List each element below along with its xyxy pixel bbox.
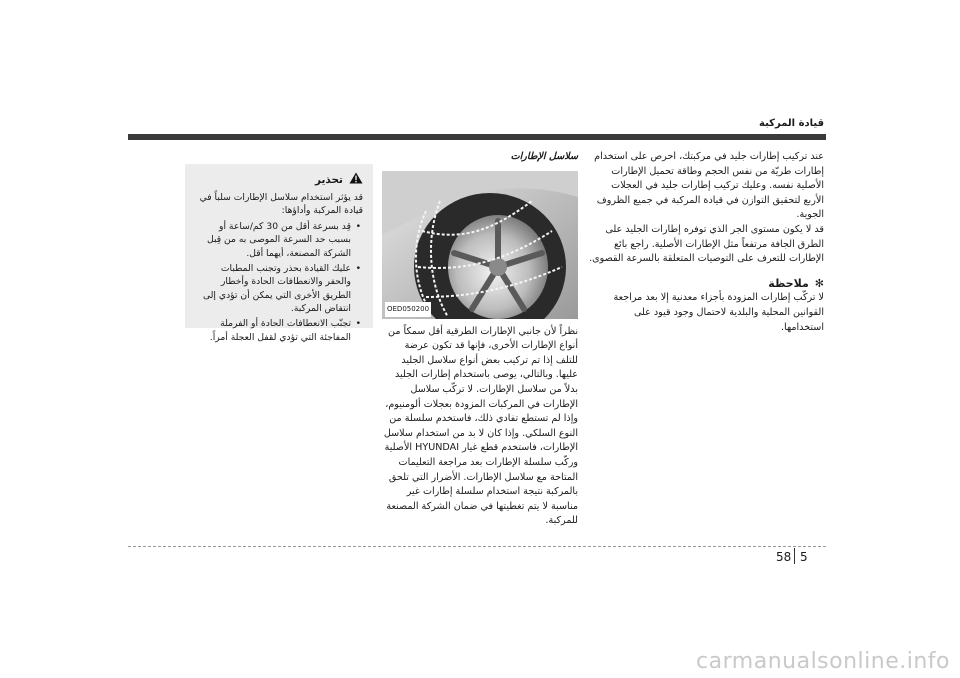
- tire-chain-illustration: [382, 171, 578, 319]
- warning-intro: قد يؤثر استخدام سلاسل الإطارات سلباً في قيادة المركبة وأداؤها:: [199, 191, 363, 217]
- note-paragraph: لا تركّب إطارات المزودة بأجزاء معدنية إلا بعد مراجعة القوانين المحلية والبلدية لاحتمال وجود قيود على استخدامها.: [613, 292, 824, 333]
- header-rule: [128, 134, 826, 140]
- intro-paragraph-2: قد لا يكون مستوى الجر الذي توفره إطارات الجليد على الطرق الجافة مرتفعاً مثل الإطارات الأصلية. راجع بائع الإطارات للتعرف على التوصيات المتعلقة بالسرعة القصوى.: [589, 223, 824, 265]
- warning-item: • عليك القيادة بحذر وتجنب المطبات والحفر والانعطافات الحادة وأخطار الطريق الأخرى التي يمكن أن تؤدي إلى انتفاض المركبة.: [195, 262, 351, 316]
- warning-box: [185, 164, 373, 343]
- chapter-number: 5: [800, 550, 808, 564]
- page-separator: [794, 548, 795, 564]
- footer-rule: [128, 546, 826, 547]
- note-star-icon: ✻: [814, 276, 824, 290]
- page-number: 58: [776, 550, 792, 564]
- warning-heading: [195, 172, 363, 189]
- note-title: ملاحظة: [768, 276, 809, 290]
- middle-column: [382, 150, 578, 529]
- section-title: سلاسل الإطارات: [510, 151, 578, 162]
- note-heading: [588, 277, 824, 292]
- warning-item: • تجنّب الانعطافات الحادة أو الفرملة المفاجئة التي تؤدي لقفل العجلة أمراً.: [195, 317, 351, 344]
- photo-code: OED050200: [385, 302, 431, 317]
- header-title: قيادة المركبة: [759, 118, 824, 129]
- tire-chain-body: نظراً لأن جانبي الإطارات الطرقية أقل سمكاً من أنواع الإطارات الأخرى، فإنها قد تكون عرضة للتلف إذا تم تركيب بعض أنواع سلاسل الجليد عليها. وبالتالي، يوصى باستخدام إطارات الجليد بدلاً من سلاسل الإطارات. لا تركّب سلاسل الإطارات في المركبات المزودة بعجلات ألومنيوم، وإذا لم تستطع تفادي ذلك، فاستخدم سلسلة من النوع السلكي. وإذا كان لا بد من استخدام سلاسل الإطارات، فاستخدم قطع غيار HYUNDAI الأصلية وركّب سلسلة الإطارات بعد مراجعة التعليمات المتاحة مع سلاسل الإطارات. الأضرار التي تلحق بالمركبة نتيجة استخدام سلسلة إطارات غير مناسبة لا يتم تغطيتها في ضمان الشركة المصنعة للمركبة.: [383, 325, 578, 527]
- watermark-text: carmanualsonline.info: [696, 649, 950, 674]
- intro-paragraph: عند تركيب إطارات جليد في مركبتك، احرص على استخدام إطارات طريّة من نفس الحجم وطاقة تحميل الإطارات الأصلية نفسه. وعليك تركيب إطارات جليد في العجلات الأربع لتحقيق التوازن في قيادة المركبة في جميع الظروف الجوية.: [594, 151, 824, 221]
- warning-triangle-icon: [349, 172, 363, 189]
- warning-title: تحذير: [314, 173, 343, 186]
- warning-item: • قِد بسرعة أقل من 30 كم/ساعة أو بسبب حد السرعة الموصى به من قِبل الشركة المصنعة، أيهما أقل.: [195, 220, 351, 261]
- warning-list: [195, 220, 363, 344]
- right-column: [588, 150, 824, 335]
- tire-chain-photo: [382, 171, 578, 319]
